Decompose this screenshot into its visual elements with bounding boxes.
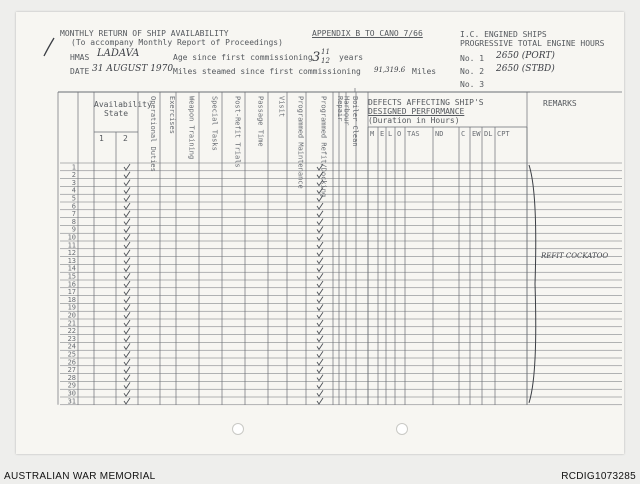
day-number: 16 xyxy=(67,280,76,289)
tick-state-2 xyxy=(124,180,130,186)
tick-refit xyxy=(317,304,323,310)
tick-state-2 xyxy=(124,398,130,404)
tick-refit xyxy=(317,320,323,326)
tick-state-2 xyxy=(124,187,130,193)
column-header-0: Operational Duties xyxy=(149,96,157,172)
day-number: 21 xyxy=(67,319,76,328)
age-label: Age since first commissioning xyxy=(173,53,313,62)
day-number: 1 xyxy=(71,163,76,172)
tick-state-2 xyxy=(124,312,130,318)
day-number: 7 xyxy=(71,210,76,219)
day-number: 9 xyxy=(71,225,76,234)
defect-column-header: E xyxy=(380,130,385,138)
tick-state-2 xyxy=(124,273,130,279)
miles-unit: Miles xyxy=(412,67,437,76)
remarks-header: REMARKS xyxy=(543,99,577,108)
tick-refit xyxy=(317,242,323,248)
defect-column-header: ND xyxy=(435,130,444,138)
defects-header-line-1: DEFECTS AFFECTING SHIP'S xyxy=(368,98,484,107)
pen-mark xyxy=(44,38,54,56)
day-number: 30 xyxy=(67,389,76,398)
form-title: MONTHLY RETURN OF SHIP AVAILABILITY xyxy=(60,29,229,38)
miles-label: Miles steamed since first commissioning xyxy=(173,67,361,76)
tick-refit xyxy=(317,390,323,396)
age-numerator-handwritten: 11 xyxy=(321,48,330,56)
column-header-2: Weapon Training xyxy=(187,96,196,160)
day-number: 2 xyxy=(71,171,76,180)
availability-state-header: Availability State xyxy=(94,100,152,118)
tick-state-2 xyxy=(124,172,130,178)
day-number: 5 xyxy=(71,194,76,203)
day-number: 3 xyxy=(71,178,76,187)
defect-column-header: M xyxy=(370,130,375,138)
tick-refit xyxy=(317,219,323,225)
tick-refit xyxy=(317,343,323,349)
column-header-6: Visit xyxy=(277,96,286,118)
day-number: 31 xyxy=(67,397,76,406)
tick-state-2 xyxy=(124,351,130,357)
tick-state-2 xyxy=(124,211,130,217)
remarks-bracket xyxy=(529,165,536,403)
day-number: 4 xyxy=(71,186,76,195)
tick-state-2 xyxy=(124,320,130,326)
tick-refit xyxy=(317,312,323,318)
column-header-8: Programmed Refit/Docking xyxy=(319,96,328,198)
day-number: 13 xyxy=(67,256,76,265)
tick-refit xyxy=(317,258,323,264)
day-number: 29 xyxy=(67,381,76,390)
tick-state-2 xyxy=(124,258,130,264)
column-header-9: Repair xyxy=(336,96,344,122)
day-number: 17 xyxy=(67,288,76,297)
defects-header-line-2: DESIGNED PERFORMANCE xyxy=(368,107,465,116)
day-number: 8 xyxy=(71,217,76,226)
engine-2-hours-handwritten: 2650 (STBD) xyxy=(496,64,555,74)
engine-1-label: No. 1 xyxy=(460,54,485,63)
tick-state-2 xyxy=(124,250,130,256)
tick-state-2 xyxy=(124,242,130,248)
defect-column-header: CPT xyxy=(497,130,510,138)
defect-column-header: L xyxy=(388,130,393,138)
defects-header-line-3: (Duration in Hours) xyxy=(368,116,460,125)
tick-refit xyxy=(317,281,323,287)
engine-block-title: I.C. ENGINED SHIPS xyxy=(460,30,547,39)
column-header-7: Programmed Maintenance xyxy=(296,96,305,189)
tick-refit xyxy=(317,351,323,357)
column-header-5: Passage Time xyxy=(256,96,265,147)
defect-column-header: O xyxy=(397,130,402,138)
tick-refit xyxy=(317,211,323,217)
tick-state-2 xyxy=(124,328,130,334)
tick-refit xyxy=(317,250,323,256)
tick-refit xyxy=(317,265,323,271)
tick-state-2 xyxy=(124,390,130,396)
ship-name-handwritten: LADAVA xyxy=(97,48,140,59)
tick-refit xyxy=(317,203,323,209)
column-header-10: Harbour xyxy=(342,96,351,126)
age-unit: years xyxy=(339,53,364,62)
day-number: 27 xyxy=(67,366,76,375)
day-number: 23 xyxy=(67,334,76,343)
form-subtitle: (To accompany Monthly Report of Proceedings) xyxy=(71,38,283,47)
age-whole-handwritten: 3 xyxy=(312,50,321,65)
tick-state-2 xyxy=(124,234,130,240)
tick-refit xyxy=(317,273,323,279)
day-number: 10 xyxy=(67,233,76,242)
engine-3-label: No. 3 xyxy=(460,80,485,89)
footer-source: AUSTRALIAN WAR MEMORIAL xyxy=(4,471,156,482)
day-number: 11 xyxy=(67,241,76,250)
tick-refit xyxy=(317,234,323,240)
tick-refit xyxy=(317,297,323,303)
tick-refit xyxy=(317,289,323,295)
remarks-refit-note: REFIT COCKATOO xyxy=(541,252,609,260)
tick-state-2 xyxy=(124,164,130,170)
footer-identifier: RCDIG1073285 xyxy=(561,471,636,482)
tick-state-2 xyxy=(124,343,130,349)
tick-state-2 xyxy=(124,195,130,201)
tick-refit xyxy=(317,336,323,342)
age-denominator-handwritten: 12 xyxy=(321,57,330,65)
tick-state-2 xyxy=(124,375,130,381)
tick-state-2 xyxy=(124,336,130,342)
column-header-11: Boiler Clean xyxy=(351,96,359,147)
day-number: 15 xyxy=(67,272,76,281)
date-handwritten: 31 AUGUST 1970 xyxy=(92,64,174,74)
day-number: 18 xyxy=(67,295,76,304)
tick-state-2 xyxy=(124,265,130,271)
day-number: 25 xyxy=(67,350,76,359)
engine-1-hours-handwritten: 2650 (PORT) xyxy=(496,51,555,61)
tick-state-2 xyxy=(124,203,130,209)
tick-state-2 xyxy=(124,219,130,225)
date-label: DATE xyxy=(70,67,90,76)
day-number: 24 xyxy=(67,342,76,351)
tick-refit xyxy=(317,359,323,365)
tick-refit xyxy=(317,375,323,381)
engine-2-label: No. 2 xyxy=(460,67,485,76)
tick-refit xyxy=(317,328,323,334)
day-number: 26 xyxy=(67,358,76,367)
tick-state-2 xyxy=(124,289,130,295)
ship-prefix: HMAS xyxy=(70,53,90,62)
column-header-1: Exercises xyxy=(168,96,176,134)
miles-handwritten: 91,319.6 xyxy=(374,66,406,74)
defect-column-header: DL xyxy=(484,130,493,138)
day-number: 6 xyxy=(71,202,76,211)
state-1-number: 1 xyxy=(99,134,104,143)
defect-column-header: EW xyxy=(472,130,481,138)
day-number: 12 xyxy=(67,249,76,258)
tick-state-2 xyxy=(124,304,130,310)
column-header-4: Post-Refit Trials xyxy=(233,96,242,168)
column-header-3: Special Tasks xyxy=(210,96,219,151)
tick-state-2 xyxy=(124,359,130,365)
tick-state-2 xyxy=(124,367,130,373)
day-number: 20 xyxy=(67,311,76,320)
day-number: 22 xyxy=(67,327,76,336)
day-number: 28 xyxy=(67,373,76,382)
engine-block-subtitle: PROGRESSIVE TOTAL ENGINE HOURS xyxy=(460,39,605,48)
tick-state-2 xyxy=(124,281,130,287)
state-2-number: 2 xyxy=(123,134,128,143)
tick-refit xyxy=(317,382,323,388)
defect-column-header: TAS xyxy=(407,130,420,138)
tick-refit xyxy=(317,226,323,232)
day-number: 14 xyxy=(67,264,76,273)
tick-state-2 xyxy=(124,297,130,303)
tick-state-2 xyxy=(124,382,130,388)
tick-refit xyxy=(317,398,323,404)
defect-column-header: C xyxy=(461,130,466,138)
tick-state-2 xyxy=(124,226,130,232)
appendix-reference: APPENDIX B TO CANO 7/66 xyxy=(312,29,423,38)
tick-refit xyxy=(317,367,323,373)
day-number: 19 xyxy=(67,303,76,312)
